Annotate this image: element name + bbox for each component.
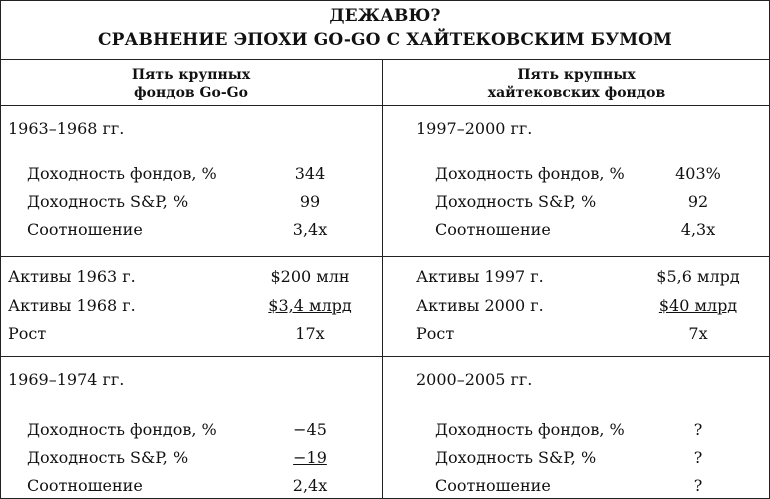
- left-assets2-value: $3,4 млрд: [268, 296, 352, 315]
- left-assets1-label: Активы 1963 г.: [8, 267, 136, 286]
- right-assets2-cell: [638, 296, 758, 316]
- right-header-line2: хайтековских фондов: [487, 85, 666, 101]
- left-r2-ratio-value: 2,4х: [292, 476, 328, 495]
- left-r2-sp-cell: [250, 448, 370, 468]
- left-r2-ratio-label: Соотношение: [27, 476, 143, 495]
- right-r1-ratio-value: 4,3х: [680, 220, 716, 239]
- right-growth-label: Рост: [416, 324, 455, 343]
- right-assets1-label: Активы 1997 г.: [416, 267, 544, 286]
- right-r2-fund-label: Доходность фондов, %: [435, 420, 625, 439]
- right-assets1-value: $5,6 млрд: [656, 267, 740, 286]
- right-r1-sp-value: 92: [687, 192, 709, 211]
- title-divider: [0, 59, 770, 60]
- left-r2-fund-value: −45: [293, 420, 327, 439]
- left-r1-fund-label: Доходность фондов, %: [27, 164, 217, 183]
- left-growth-value: 17х: [295, 324, 325, 343]
- left-header-line2: фондов Go-Go: [134, 85, 248, 101]
- right-period2-label: 2000–2005 гг.: [416, 370, 533, 389]
- left-assets2-label: Активы 1968 г.: [8, 296, 136, 315]
- right-period1-label: 1997–2000 гг.: [416, 119, 533, 138]
- right-r1-sp-label: Доходность S&P, %: [435, 192, 597, 211]
- table-title: ДЕЖАВЮ?: [329, 6, 441, 26]
- right-header-line1: Пять крупных: [517, 67, 636, 83]
- left-r1-ratio-value: 3,4х: [292, 220, 328, 239]
- left-growth-label: Рост: [8, 324, 47, 343]
- right-growth-value: 7х: [688, 324, 708, 343]
- section-divider-2: [0, 356, 770, 357]
- right-column-header: [383, 66, 770, 102]
- right-assets2-label: Активы 2000 г.: [416, 296, 544, 315]
- section-divider-1: [0, 256, 770, 257]
- right-r2-sp-label: Доходность S&P, %: [435, 448, 597, 467]
- right-r1-fund-label: Доходность фондов, %: [435, 164, 625, 183]
- right-r2-sp-value: ?: [693, 448, 703, 467]
- right-r2-ratio-label: Соотношение: [435, 476, 551, 495]
- right-r2-ratio-value: ?: [693, 476, 703, 495]
- left-period2-label: 1969–1974 гг.: [8, 370, 125, 389]
- header-divider: [0, 105, 770, 106]
- table-subtitle: СРАВНЕНИЕ ЭПОХИ GO-GO С ХАЙТЕКОВСКИМ БУМОМ: [98, 30, 672, 50]
- left-assets1-value: $200 млн: [270, 267, 350, 286]
- left-assets2-cell: [250, 296, 370, 316]
- left-r1-ratio-label: Соотношение: [27, 220, 143, 239]
- left-period1-label: 1963–1968 гг.: [8, 119, 125, 138]
- left-r1-sp-value: 99: [299, 192, 321, 211]
- right-assets2-value: $40 млрд: [658, 296, 738, 315]
- left-r2-fund-label: Доходность фондов, %: [27, 420, 217, 439]
- right-r1-fund-value: 403%: [675, 164, 721, 183]
- right-r1-ratio-label: Соотношение: [435, 220, 551, 239]
- left-r2-sp-value: −19: [293, 448, 327, 467]
- left-r1-fund-value: 344: [294, 164, 326, 183]
- left-header-line1: Пять крупных: [131, 67, 251, 83]
- left-r1-sp-label: Доходность S&P, %: [27, 192, 189, 211]
- column-divider: [382, 60, 383, 499]
- right-r2-fund-value: ?: [693, 420, 703, 439]
- left-r2-sp-label: Доходность S&P, %: [27, 448, 189, 467]
- left-column-header: [0, 66, 382, 102]
